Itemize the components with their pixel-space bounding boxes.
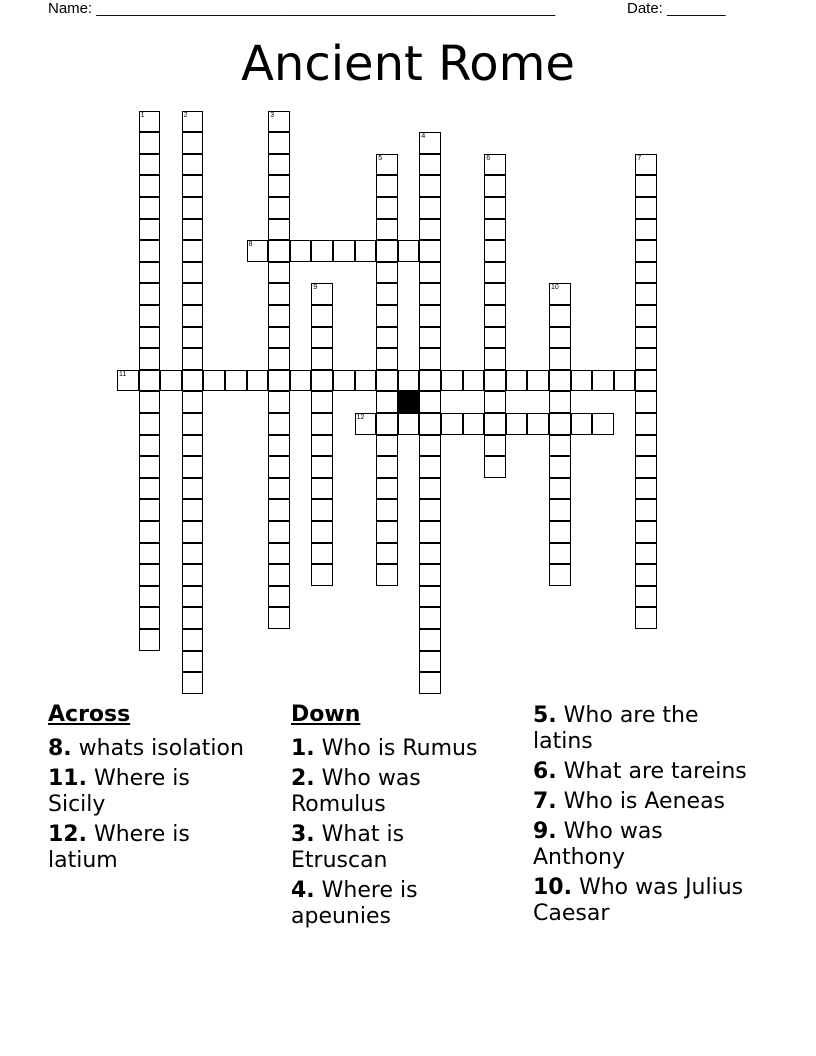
grid-cell[interactable] [419,219,441,241]
grid-cell[interactable] [549,283,571,305]
grid-cell[interactable] [139,348,161,370]
grid-cell[interactable] [398,413,420,435]
clue-number: 4 [421,133,426,141]
grid-cell[interactable] [268,240,290,262]
across-heading: Across [48,702,131,727]
grid-cell[interactable] [333,370,355,392]
grid-cell[interactable] [376,348,398,370]
grid-cell[interactable] [376,564,398,586]
grid-cell[interactable] [635,456,657,478]
grid-cell[interactable] [376,154,398,176]
grid-cell[interactable] [311,305,333,327]
grid-cell[interactable] [139,586,161,608]
grid-cell[interactable] [225,370,247,392]
grid-cell[interactable] [268,154,290,176]
grid-cell[interactable] [182,499,204,521]
grid-cell[interactable] [549,413,571,435]
grid-cell[interactable] [268,456,290,478]
grid-cell[interactable] [268,543,290,565]
grid-cell[interactable] [549,305,571,327]
grid-cell[interactable] [311,478,333,500]
grid-cell[interactable] [139,197,161,219]
grid-cell[interactable] [311,413,333,435]
grid-cell[interactable] [376,283,398,305]
grid-cell[interactable] [268,348,290,370]
grid-cell[interactable] [247,240,269,262]
grid-cell[interactable] [635,586,657,608]
grid-cell[interactable] [549,348,571,370]
grid-cell[interactable] [463,413,485,435]
grid-cell[interactable] [419,629,441,651]
grid-cell[interactable] [549,478,571,500]
grid-cell[interactable] [203,370,225,392]
clue-number: 3 [270,111,275,119]
grid-cell[interactable] [139,478,161,500]
grid-cell[interactable] [182,111,204,133]
grid-cell[interactable] [506,370,528,392]
grid-cell[interactable] [549,391,571,413]
grid-cell[interactable] [311,348,333,370]
grid-cell[interactable] [527,413,549,435]
grid-cell[interactable] [311,564,333,586]
grid-cell[interactable] [182,132,204,154]
grid-cell[interactable] [376,305,398,327]
grid-cell[interactable] [376,219,398,241]
grid-cell[interactable] [419,262,441,284]
grid-cell[interactable] [376,478,398,500]
grid-cell[interactable] [139,219,161,241]
grid-cell[interactable] [268,305,290,327]
grid-cell[interactable] [549,456,571,478]
blocked-cell [398,391,420,413]
grid-cell[interactable] [182,262,204,284]
grid-cell[interactable] [268,283,290,305]
grid-cell[interactable] [182,240,204,262]
grid-cell[interactable] [419,672,441,694]
grid-cell[interactable] [268,586,290,608]
grid-cell[interactable] [549,327,571,349]
grid-cell[interactable] [506,413,528,435]
grid-cell[interactable] [635,262,657,284]
grid-cell[interactable] [635,521,657,543]
grid-cell[interactable] [419,521,441,543]
clue-down-4: 4. Where is apeunies [291,878,418,929]
grid-cell[interactable] [268,370,290,392]
grid-cell[interactable] [311,435,333,457]
grid-cell[interactable] [419,564,441,586]
grid-cell[interactable] [635,240,657,262]
grid-cell[interactable] [419,305,441,327]
grid-cell[interactable] [311,499,333,521]
grid-cell[interactable] [419,370,441,392]
grid-cell[interactable] [139,132,161,154]
clue-number: 10 [551,284,559,292]
grid-cell[interactable] [614,370,636,392]
clue-number: 7 [637,154,642,162]
grid-cell[interactable] [549,499,571,521]
grid-cell[interactable] [635,305,657,327]
grid-cell[interactable] [484,348,506,370]
grid-cell[interactable] [571,370,593,392]
grid-cell[interactable] [484,219,506,241]
grid-cell[interactable] [268,132,290,154]
grid-cell[interactable] [419,175,441,197]
grid-cell[interactable] [592,370,614,392]
grid-cell[interactable] [419,283,441,305]
grid-cell[interactable] [376,521,398,543]
grid-cell[interactable] [139,629,161,651]
grid-cell[interactable] [182,607,204,629]
clue-across-12: 12. Where is latium [48,822,190,873]
grid-cell[interactable] [419,154,441,176]
grid-cell[interactable] [419,478,441,500]
grid-cell[interactable] [139,154,161,176]
clue-number: 2 [183,111,188,119]
grid-cell[interactable] [268,607,290,629]
grid-cell[interactable] [182,327,204,349]
grid-cell[interactable] [182,197,204,219]
grid-cell[interactable] [182,413,204,435]
grid-cell[interactable] [139,456,161,478]
date-field[interactable]: Date: _______ [627,0,726,17]
grid-cell[interactable] [635,478,657,500]
grid-cell[interactable] [268,197,290,219]
grid-cell[interactable] [311,456,333,478]
grid-cell[interactable] [635,283,657,305]
grid-cell[interactable] [419,499,441,521]
grid-cell[interactable] [484,370,506,392]
clue-number: 8 [248,241,253,249]
grid-cell[interactable] [527,370,549,392]
grid-cell[interactable] [398,240,420,262]
grid-cell[interactable] [333,240,355,262]
grid-cell[interactable] [549,370,571,392]
grid-cell[interactable] [484,197,506,219]
grid-cell[interactable] [549,543,571,565]
grid-cell[interactable] [441,413,463,435]
grid-cell[interactable] [549,435,571,457]
grid-cell[interactable] [268,391,290,413]
grid-cell[interactable] [160,370,182,392]
clue-down-6: 6. What are tareins [533,759,747,784]
grid-cell[interactable] [182,154,204,176]
grid-cell[interactable] [182,305,204,327]
clue-number: 12 [356,414,365,421]
grid-cell[interactable] [484,262,506,284]
clue-down-9: 9. Who was Anthony [533,819,663,870]
grid-cell[interactable] [311,543,333,565]
grid-cell[interactable] [268,413,290,435]
grid-cell[interactable] [182,435,204,457]
grid-cell[interactable] [419,413,441,435]
grid-cell[interactable] [484,305,506,327]
grid-cell[interactable] [139,305,161,327]
grid-cell[interactable] [635,543,657,565]
grid-cell[interactable] [419,607,441,629]
grid-cell[interactable] [376,370,398,392]
down-clues [291,700,506,934]
grid-cell[interactable] [484,175,506,197]
grid-cell[interactable] [182,283,204,305]
grid-cell[interactable] [419,586,441,608]
grid-cell[interactable] [355,240,377,262]
grid-cell[interactable] [139,521,161,543]
grid-cell[interactable] [419,435,441,457]
grid-cell[interactable] [484,456,506,478]
grid-cell[interactable] [419,132,441,154]
grid-cell[interactable] [484,154,506,176]
grid-cell[interactable] [139,111,161,133]
grid-cell[interactable] [139,327,161,349]
grid-cell[interactable] [182,370,204,392]
clue-down-2: 2. Who was Romulus [291,766,421,817]
grid-cell[interactable] [419,456,441,478]
grid-cell[interactable] [592,413,614,435]
grid-cell[interactable] [484,327,506,349]
grid-cell[interactable] [139,283,161,305]
grid-cell[interactable] [635,348,657,370]
clue-number: 11 [119,370,127,378]
grid-cell[interactable] [549,564,571,586]
grid-cell[interactable] [376,240,398,262]
grid-cell[interactable] [484,391,506,413]
grid-cell[interactable] [268,521,290,543]
grid-cell[interactable] [311,240,333,262]
grid-cell[interactable] [182,478,204,500]
grid-cell[interactable] [268,435,290,457]
grid-cell[interactable] [311,283,333,305]
grid-cell[interactable] [268,219,290,241]
grid-cell[interactable] [376,197,398,219]
grid-cell[interactable] [635,607,657,629]
grid-cell[interactable] [484,240,506,262]
grid-cell[interactable] [376,327,398,349]
grid-cell[interactable] [376,175,398,197]
grid-cell[interactable] [549,521,571,543]
grid-cell[interactable] [139,607,161,629]
grid-cell[interactable] [268,262,290,284]
grid-cell[interactable] [139,391,161,413]
grid-cell[interactable] [376,413,398,435]
grid-cell[interactable] [182,348,204,370]
grid-cell[interactable] [182,564,204,586]
grid-cell[interactable] [376,262,398,284]
grid-cell[interactable] [311,391,333,413]
down-clues-continued [533,703,748,931]
grid-cell[interactable] [182,586,204,608]
grid-cell[interactable] [182,219,204,241]
grid-cell[interactable] [419,197,441,219]
grid-cell[interactable] [635,219,657,241]
grid-cell[interactable] [268,175,290,197]
grid-cell[interactable] [182,175,204,197]
grid-cell[interactable] [635,154,657,176]
grid-cell[interactable] [355,413,377,435]
grid-cell[interactable] [635,435,657,457]
name-field[interactable]: Name: _______________________________________________________ [48,0,556,17]
grid-cell[interactable] [139,413,161,435]
grid-cell[interactable] [635,499,657,521]
grid-cell[interactable] [268,564,290,586]
grid-cell[interactable] [139,370,161,392]
grid-cell[interactable] [182,456,204,478]
clue-down-1: 1. Who is Rumus [291,736,478,761]
grid-cell[interactable] [117,370,139,392]
clue-number: 6 [486,154,491,162]
grid-cell[interactable] [484,283,506,305]
grid-cell[interactable] [290,370,312,392]
grid-cell[interactable] [182,521,204,543]
grid-cell[interactable] [311,327,333,349]
grid-cell[interactable] [635,175,657,197]
grid-cell[interactable] [376,435,398,457]
grid-cell[interactable] [635,413,657,435]
grid-cell[interactable] [182,651,204,673]
grid-cell[interactable] [376,456,398,478]
grid-cell[interactable] [355,370,377,392]
clue-down-10: 10. Who was Julius Caesar [533,875,744,926]
grid-cell[interactable] [311,521,333,543]
grid-cell[interactable] [290,240,312,262]
grid-cell[interactable] [419,240,441,262]
grid-cell[interactable] [182,672,204,694]
grid-cell[interactable] [419,651,441,673]
grid-cell[interactable] [376,543,398,565]
grid-cell[interactable] [139,262,161,284]
grid-cell[interactable] [398,370,420,392]
grid-cell[interactable] [484,413,506,435]
clue-across-11: 11. Where is Sicily [48,766,190,817]
clue-across-8: 8. whats isolation [48,736,244,761]
clue-number: 1 [140,111,145,119]
grid-cell[interactable] [268,111,290,133]
across-clues [48,700,248,878]
grid-cell[interactable] [268,327,290,349]
grid-cell[interactable] [376,499,398,521]
grid-cell[interactable] [635,327,657,349]
grid-cell[interactable] [419,348,441,370]
clue-down-7: 7. Who is Aeneas [533,789,726,814]
grid-cell[interactable] [419,327,441,349]
grid-cell[interactable] [463,370,485,392]
grid-cell[interactable] [182,543,204,565]
down-heading: Down [291,702,361,727]
grid-cell[interactable] [635,564,657,586]
grid-cell[interactable] [139,564,161,586]
grid-cell[interactable] [139,543,161,565]
grid-cell[interactable] [635,391,657,413]
grid-cell[interactable] [139,499,161,521]
clue-number: 9 [313,284,318,292]
grid-cell[interactable] [268,499,290,521]
grid-cell[interactable] [139,175,161,197]
grid-cell[interactable] [311,370,333,392]
grid-cell[interactable] [419,391,441,413]
page-title: Ancient Rome [241,36,575,92]
clue-down-5: 5. Who are the latins [533,703,699,754]
grid-cell[interactable] [484,435,506,457]
grid-cell[interactable] [635,370,657,392]
clue-number: 5 [378,154,383,162]
grid-cell[interactable] [182,391,204,413]
grid-cell[interactable] [376,391,398,413]
grid-cell[interactable] [441,370,463,392]
grid-cell[interactable] [419,543,441,565]
grid-cell[interactable] [139,240,161,262]
grid-cell[interactable] [635,197,657,219]
clue-down-3: 3. What is Etruscan [291,822,405,873]
grid-cell[interactable] [182,629,204,651]
grid-cell[interactable] [247,370,269,392]
grid-cell[interactable] [268,478,290,500]
grid-cell[interactable] [139,435,161,457]
grid-cell[interactable] [571,413,593,435]
